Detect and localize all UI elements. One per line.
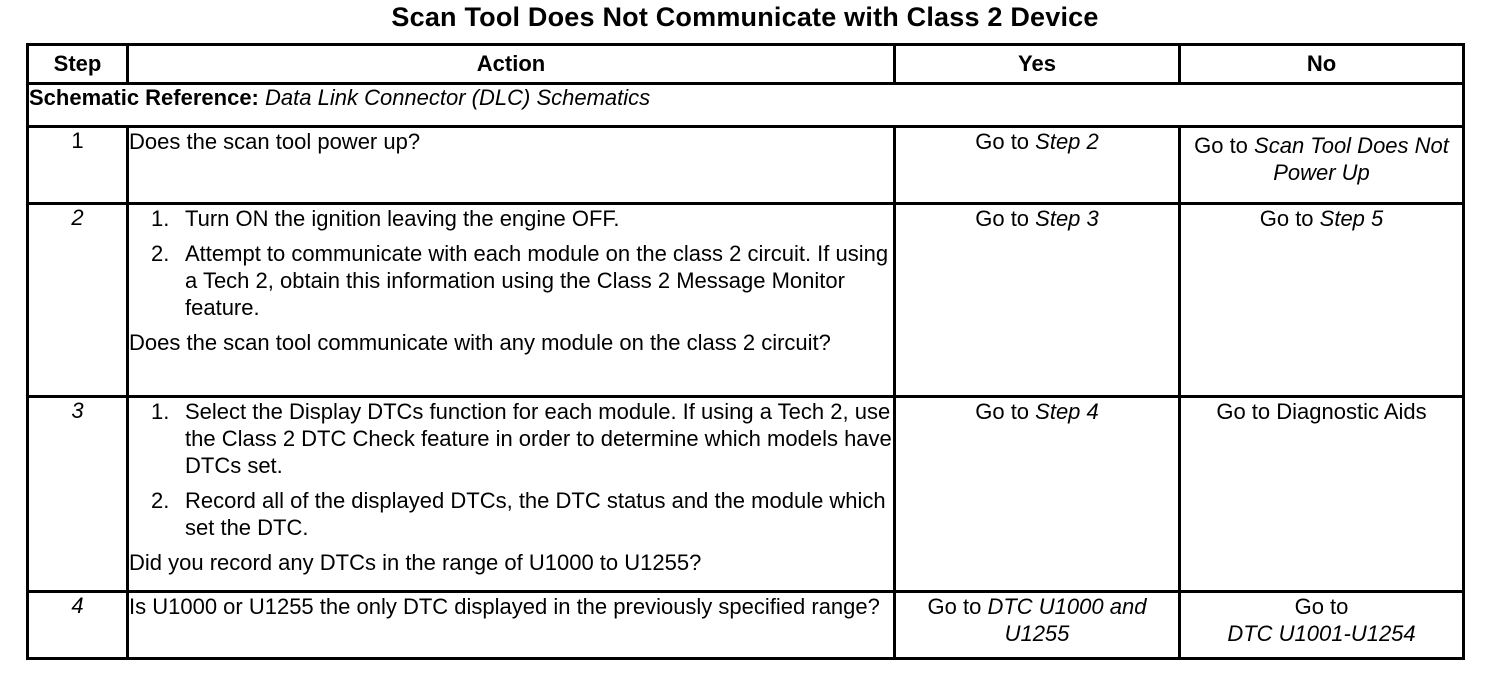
- schematic-row: [28, 84, 1464, 127]
- substep-number: 1.: [151, 399, 170, 424]
- question-text: Did you record any DTCs in the range of U1000 to U1255?: [129, 550, 702, 575]
- table-row: [28, 397, 1464, 592]
- header-yes: Yes: [895, 45, 1180, 84]
- schematic-reference: [28, 84, 1464, 127]
- yes-cell: [895, 127, 1180, 204]
- substep-text: Turn ON the ignition leaving the engine OFF.: [185, 206, 620, 231]
- yes-link[interactable]: DTC U1000 and U1255: [987, 594, 1147, 646]
- action-cell: [128, 204, 895, 397]
- question-text: Is U1000 or U1255 the only DTC displayed in the previously specified range?: [129, 594, 880, 619]
- question-text: Does the scan tool power up?: [129, 129, 421, 154]
- no-cell: [1180, 592, 1464, 659]
- question-text: Does the scan tool communicate with any module on the class 2 circuit?: [129, 330, 831, 355]
- schematic-link[interactable]: Data Link Connector (DLC) Schematics: [265, 85, 651, 110]
- substep-text: Attempt to communicate with each module on the class 2 circuit. If using a Tech 2, obtain this information using the Class 2 Message Monitor feature.: [185, 241, 889, 320]
- action-cell: [128, 127, 895, 204]
- no-prefix: Go to: [1259, 206, 1320, 231]
- substep-list: [129, 398, 893, 541]
- substep-text: Record all of the displayed DTCs, the DTC status and the module which set the DTC.: [185, 488, 886, 540]
- list-item: [151, 487, 893, 541]
- no-cell: [1180, 204, 1464, 397]
- no-cell: [1180, 397, 1464, 592]
- page-title: Scan Tool Does Not Communicate with Class 2 Device: [391, 2, 1099, 32]
- yes-cell: [895, 397, 1180, 592]
- step-number: 2: [28, 204, 128, 397]
- substep-text: Select the Display DTCs function for each module. If using a Tech 2, use the Class 2 DTC Check feature in order to determine which models have DTCs set.: [185, 399, 892, 478]
- no-cell: [1180, 127, 1464, 204]
- substep-number: 1.: [151, 206, 170, 231]
- header-step: Step: [28, 45, 128, 84]
- yes-cell: [895, 204, 1180, 397]
- action-cell: [128, 397, 895, 592]
- step-number: 3: [28, 397, 128, 592]
- schematic-label: Schematic Reference:: [29, 85, 259, 110]
- list-item: [151, 240, 893, 321]
- substep-number: 2.: [151, 488, 170, 513]
- table-row: [28, 592, 1464, 659]
- yes-cell: [895, 592, 1180, 659]
- no-prefix: Go to: [1294, 594, 1349, 619]
- header-action: Action: [128, 45, 895, 84]
- substep-number: 2.: [151, 241, 170, 266]
- no-link[interactable]: DTC U1001-U1254: [1227, 621, 1416, 646]
- yes-prefix: Go to: [975, 399, 1036, 424]
- yes-prefix: Go to: [975, 206, 1036, 231]
- substep-list: [129, 205, 893, 321]
- yes-link[interactable]: Step 3: [1035, 206, 1099, 231]
- yes-prefix: Go to: [975, 129, 1036, 154]
- diagnostic-table: [26, 43, 1465, 660]
- yes-prefix: Go to: [927, 594, 988, 619]
- yes-link[interactable]: Step 4: [1035, 399, 1099, 424]
- yes-link[interactable]: Step 2: [1035, 129, 1099, 154]
- header-no: No: [1180, 45, 1464, 84]
- action-cell: [128, 592, 895, 659]
- table-row: [28, 127, 1464, 204]
- list-item: [151, 398, 893, 479]
- no-link[interactable]: Scan Tool Does Not Power Up: [1254, 133, 1449, 185]
- header-row: [28, 45, 1464, 84]
- no-link[interactable]: Step 5: [1319, 206, 1384, 231]
- step-number: 4: [28, 592, 128, 659]
- step-number: 1: [28, 127, 128, 204]
- no-link[interactable]: Go to Diagnostic Aids: [1216, 399, 1427, 424]
- table-row: [28, 204, 1464, 397]
- no-prefix: Go to: [1194, 133, 1255, 158]
- list-item: [151, 205, 893, 232]
